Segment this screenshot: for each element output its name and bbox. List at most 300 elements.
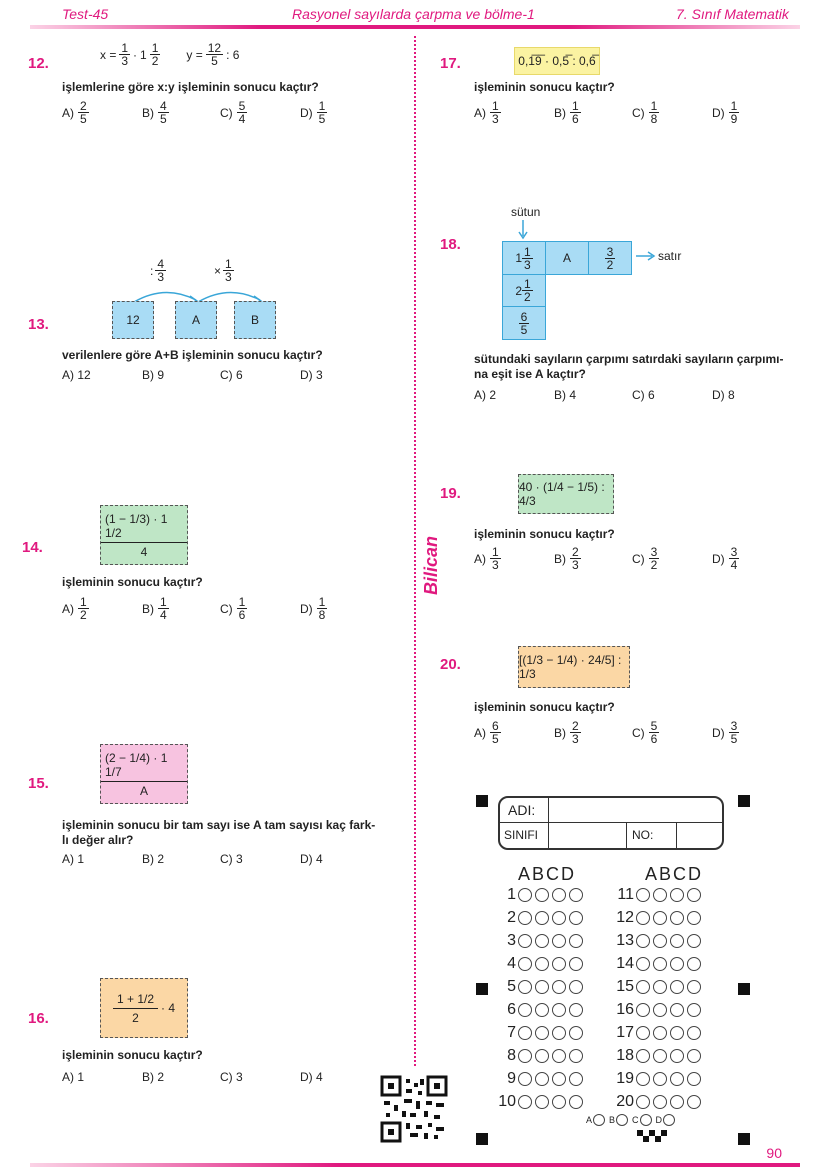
answer-row xyxy=(614,886,704,904)
q15-option-a[interactable]: A) 1 xyxy=(62,852,85,866)
answer-bubble[interactable] xyxy=(653,980,667,994)
frac-num: 1 xyxy=(225,257,232,271)
frac-den: 2 xyxy=(151,54,159,68)
q16-expression xyxy=(100,978,188,1038)
frac-num: 5 xyxy=(238,99,246,113)
answer-row-number: 4 xyxy=(507,955,516,972)
q20-option-c[interactable] xyxy=(632,720,659,745)
q17-option-d[interactable] xyxy=(712,100,739,125)
q19-option-b[interactable] xyxy=(554,546,581,571)
legend-bubble xyxy=(593,1114,605,1126)
frac-num: 1 xyxy=(650,99,658,113)
answer-bubble[interactable] xyxy=(653,934,667,948)
answer-row-number: 14 xyxy=(616,955,634,972)
answer-row xyxy=(614,1070,704,1088)
q15-expression xyxy=(100,744,188,804)
q12-number: 12. xyxy=(28,55,49,72)
answer-bubble[interactable] xyxy=(636,934,650,948)
answer-bubble[interactable] xyxy=(636,1072,650,1086)
class-field[interactable] xyxy=(552,825,622,845)
frac-den: 3 xyxy=(121,54,129,68)
frac-den: 8 xyxy=(318,608,326,622)
q12-expression xyxy=(100,42,239,67)
answer-bubble[interactable] xyxy=(636,1049,650,1063)
q18-option-d[interactable]: D) 8 xyxy=(712,388,735,402)
answer-bubble[interactable] xyxy=(670,1026,684,1040)
q20-option-d[interactable] xyxy=(712,720,739,745)
answer-bubble[interactable] xyxy=(670,980,684,994)
answer-bubble[interactable] xyxy=(518,934,532,948)
answer-row-number: 16 xyxy=(616,1001,634,1018)
q13-option-a[interactable]: A) 12 xyxy=(62,368,91,382)
answer-bubble[interactable] xyxy=(518,888,532,902)
answer-row-number: 19 xyxy=(616,1070,634,1087)
answer-legend xyxy=(586,1114,678,1126)
frac-num: 1 xyxy=(121,41,129,55)
q15-text-line1: işleminin sonucu bir tam sayı ise A tam sayısı kaç fark- xyxy=(62,818,376,832)
frac-num: 1 xyxy=(318,595,326,609)
answer-bubble[interactable] xyxy=(518,1072,532,1086)
form-divider xyxy=(626,822,627,848)
q12-option-c[interactable] xyxy=(220,100,247,125)
answer-bubble[interactable] xyxy=(653,1072,667,1086)
frac-num: 1 xyxy=(730,99,738,113)
answer-row-number: 5 xyxy=(507,978,516,995)
option-letter: A) xyxy=(474,105,486,120)
q12-text: işlemlerine göre x:y işleminin sonucu kaçtır? xyxy=(62,80,319,94)
q13-text: verilenlere göre A+B işleminin sonucu kaçtır? xyxy=(62,348,323,362)
frac-den: 6 xyxy=(650,732,658,746)
q15-option-c[interactable]: C) 3 xyxy=(220,852,243,866)
frac-den: 6 xyxy=(572,112,579,126)
frac-den: 4 xyxy=(160,608,167,622)
frac-den: 3 xyxy=(524,257,531,272)
answer-row xyxy=(614,932,704,950)
answer-bubble[interactable] xyxy=(670,911,684,925)
answer-bubble[interactable] xyxy=(653,888,667,902)
whole-part: 1 xyxy=(515,251,522,265)
answer-bubble[interactable] xyxy=(687,1026,701,1040)
q16-text: işleminin sonucu kaçtır? xyxy=(62,1048,203,1062)
answer-row xyxy=(496,909,586,927)
legend-c: C xyxy=(632,1115,639,1125)
q17-option-c[interactable] xyxy=(632,100,659,125)
answer-bubble[interactable] xyxy=(518,957,532,971)
q20-option-a[interactable] xyxy=(474,720,501,745)
answer-bubble[interactable] xyxy=(687,1072,701,1086)
frac-num: 1 xyxy=(524,244,531,259)
answer-bubble[interactable] xyxy=(653,1049,667,1063)
q18-text-line2: na eşit ise A kaçtır? xyxy=(474,367,586,381)
q12-option-d[interactable] xyxy=(300,100,327,125)
answer-bubble[interactable] xyxy=(670,1049,684,1063)
form-divider xyxy=(676,822,677,848)
answer-row xyxy=(614,955,704,973)
answer-row-number: 12 xyxy=(616,909,634,926)
answer-row-number: 3 xyxy=(507,932,516,949)
option-letter: B) xyxy=(554,725,566,740)
answer-row-number: 18 xyxy=(616,1047,634,1064)
option-letter: C) xyxy=(632,105,645,120)
answer-bubble[interactable] xyxy=(670,1072,684,1086)
answer-bubble[interactable] xyxy=(653,1095,667,1109)
option-letter: D) xyxy=(300,601,313,616)
answer-bubble[interactable] xyxy=(569,1072,583,1086)
answer-bubble[interactable] xyxy=(535,980,549,994)
frac-num: 2 xyxy=(572,719,579,733)
q12-x-label: x = xyxy=(100,47,117,62)
answer-bubble[interactable] xyxy=(670,1003,684,1017)
q13-option-d[interactable]: D) 3 xyxy=(300,368,323,382)
answer-bubble[interactable] xyxy=(687,911,701,925)
answer-bubble[interactable] xyxy=(569,911,583,925)
q18-option-c[interactable]: C) 6 xyxy=(632,388,655,402)
q14-option-d[interactable] xyxy=(300,596,327,621)
frac-den: 8 xyxy=(650,112,658,126)
registration-mark xyxy=(738,983,750,995)
frac-num: 1 xyxy=(318,99,326,113)
q18-row-label: satır xyxy=(658,249,682,263)
answer-bubble[interactable] xyxy=(518,1049,532,1063)
answer-bubble[interactable] xyxy=(535,1049,549,1063)
answer-bubble[interactable] xyxy=(670,957,684,971)
whole-part: 2 xyxy=(515,283,522,298)
q14-number: 14. xyxy=(22,539,43,556)
frac-den: 3 xyxy=(492,558,499,572)
option-letter: A) xyxy=(474,725,486,740)
answer-bubble[interactable] xyxy=(687,1095,701,1109)
q18-cell-row3 xyxy=(502,306,546,340)
choice-header-left: ABCD xyxy=(518,864,577,884)
legend-d: D xyxy=(655,1115,663,1125)
q14-option-c[interactable] xyxy=(220,596,247,621)
q14-denominator: 4 xyxy=(140,544,148,559)
choice-header-right: ABCD xyxy=(645,864,704,884)
option-letter: C) xyxy=(220,601,233,616)
frac-den: 3 xyxy=(492,112,499,126)
class-label: SINIFI xyxy=(504,828,539,842)
answer-bubble[interactable] xyxy=(687,1003,701,1017)
answer-row xyxy=(496,955,586,973)
q16-option-a[interactable]: A) 1 xyxy=(62,1070,85,1084)
q18-cell-row1-col1 xyxy=(502,241,546,275)
frac-num: 3 xyxy=(730,719,738,733)
answer-row-number: 2 xyxy=(507,909,516,926)
frac-den: 5 xyxy=(730,732,738,746)
option-letter: D) xyxy=(712,551,725,566)
answer-row xyxy=(496,932,586,950)
option-letter: A) xyxy=(62,601,74,616)
q16-option-b[interactable]: B) 2 xyxy=(142,1070,165,1084)
header-rule xyxy=(30,25,800,29)
q12-option-a[interactable] xyxy=(62,100,89,125)
answer-bubble[interactable] xyxy=(552,888,566,902)
q20-expression: [(1/3 − 1/4) · 24/5] : 1/3 xyxy=(518,646,630,688)
option-letter: D) xyxy=(712,725,725,740)
q20-number: 20. xyxy=(440,656,461,673)
answer-bubble[interactable] xyxy=(636,1003,650,1017)
answer-row xyxy=(496,1070,586,1088)
q13-box-b: B xyxy=(234,301,276,339)
answer-row-number: 20 xyxy=(616,1093,634,1110)
answer-bubble[interactable] xyxy=(518,980,532,994)
frac-den: 5 xyxy=(318,112,326,126)
answer-bubble[interactable] xyxy=(636,911,650,925)
q12-option-b[interactable] xyxy=(142,100,169,125)
barcode-icon xyxy=(637,1130,667,1142)
option-letter: D) xyxy=(712,105,725,120)
answer-row xyxy=(496,1047,586,1065)
frac-den: 2 xyxy=(650,558,658,572)
divide-sign: : xyxy=(150,263,154,278)
topic-title: Rasyonel sayılarda çarpma ve bölme-1 xyxy=(292,6,535,22)
q18-column-label: sütun xyxy=(511,205,541,219)
frac-num: 12 xyxy=(207,41,222,55)
q18-option-a[interactable]: A) 2 xyxy=(474,388,497,402)
answer-row xyxy=(614,1024,704,1042)
option-letter: B) xyxy=(554,105,566,120)
frac-den: 3 xyxy=(572,558,579,572)
answer-bubble[interactable] xyxy=(569,980,583,994)
option-letter: D) xyxy=(300,105,313,120)
no-label: NO: xyxy=(632,828,654,842)
answer-bubble[interactable] xyxy=(535,1072,549,1086)
q15-text xyxy=(62,818,375,848)
q18-cell-row1-col3 xyxy=(588,241,632,275)
registration-mark xyxy=(738,795,750,807)
frac-num: 1 xyxy=(238,595,246,609)
option-letter: C) xyxy=(632,725,645,740)
answer-bubble[interactable] xyxy=(636,1026,650,1040)
answer-row xyxy=(496,1093,586,1111)
answer-bubble[interactable] xyxy=(687,1049,701,1063)
q15-option-d[interactable]: D) 4 xyxy=(300,852,323,866)
q16-option-c[interactable]: C) 3 xyxy=(220,1070,243,1084)
answer-bubble[interactable] xyxy=(670,888,684,902)
q17-option-b[interactable] xyxy=(554,100,581,125)
q17-option-a[interactable] xyxy=(474,100,501,125)
right-arrow-icon xyxy=(636,250,656,262)
qr-code-icon[interactable] xyxy=(380,1075,448,1143)
answer-bubble[interactable] xyxy=(552,934,566,948)
option-letter: A) xyxy=(474,551,486,566)
answer-row-number: 15 xyxy=(616,978,634,995)
answer-bubble[interactable] xyxy=(535,934,549,948)
answer-bubble[interactable] xyxy=(653,911,667,925)
q19-option-c[interactable] xyxy=(632,546,659,571)
brand-watermark: Bilican xyxy=(421,532,442,599)
q20-option-b[interactable] xyxy=(554,720,581,745)
option-letter: B) xyxy=(142,105,154,120)
answer-row xyxy=(614,978,704,996)
q14-numerator: (1 − 1/3) · 1 1/2 xyxy=(101,512,187,543)
q16-numerator: 1 + 1/2 xyxy=(113,992,158,1009)
option-letter: B) xyxy=(142,601,154,616)
answer-bubble[interactable] xyxy=(552,1026,566,1040)
legend-bubble xyxy=(616,1114,628,1126)
frac-num: 5 xyxy=(650,719,658,733)
answer-bubble[interactable] xyxy=(636,888,650,902)
answer-bubble[interactable] xyxy=(535,1003,549,1017)
answer-bubble[interactable] xyxy=(636,1095,650,1109)
answer-bubble[interactable] xyxy=(535,1095,549,1109)
frac-num: 4 xyxy=(160,99,167,113)
frac-num: 1 xyxy=(151,41,159,55)
registration-mark xyxy=(738,1133,750,1145)
answer-row-number: 1 xyxy=(507,886,516,903)
form-divider xyxy=(500,822,722,823)
frac-num: 1 xyxy=(160,595,167,609)
answer-bubble[interactable] xyxy=(687,888,701,902)
frac-den: 5 xyxy=(520,322,528,337)
answer-bubble[interactable] xyxy=(687,934,701,948)
column-divider xyxy=(414,36,416,1066)
answer-bubble[interactable] xyxy=(518,911,532,925)
answer-row-number: 7 xyxy=(507,1024,516,1041)
down-arrow-icon xyxy=(518,220,528,240)
answer-bubble[interactable] xyxy=(535,1026,549,1040)
q17-text: işleminin sonucu kaçtır? xyxy=(474,80,615,94)
answer-bubble[interactable] xyxy=(535,957,549,971)
q13-box-start: 12 xyxy=(112,301,154,339)
legend-bubble xyxy=(640,1114,652,1126)
course-label: 7. Sınıf Matematik xyxy=(676,6,789,22)
frac-num: 6 xyxy=(520,309,528,324)
answer-bubble[interactable] xyxy=(687,957,701,971)
q13-number: 13. xyxy=(28,316,49,333)
answer-bubble[interactable] xyxy=(552,1049,566,1063)
frac-den: 2 xyxy=(524,290,531,304)
q16-option-d[interactable]: D) 4 xyxy=(300,1070,323,1084)
answer-bubble[interactable] xyxy=(636,957,650,971)
frac-den: 5 xyxy=(80,112,87,126)
answer-bubble[interactable] xyxy=(552,1095,566,1109)
test-label: Test-45 xyxy=(62,6,109,22)
form-divider xyxy=(548,798,549,848)
frac-num: 4 xyxy=(157,257,165,271)
answer-bubble[interactable] xyxy=(569,1026,583,1040)
q14-text: işleminin sonucu kaçtır? xyxy=(62,575,203,589)
frac-num: 1 xyxy=(492,99,499,113)
frac-num: 3 xyxy=(606,244,614,259)
answer-row-number: 6 xyxy=(507,1001,516,1018)
answer-bubble[interactable] xyxy=(670,934,684,948)
q14-option-a[interactable] xyxy=(62,596,89,621)
answer-bubble[interactable] xyxy=(653,1026,667,1040)
frac-den: 3 xyxy=(157,270,165,284)
frac-num: 6 xyxy=(492,719,499,733)
answer-bubble[interactable] xyxy=(552,980,566,994)
answer-bubble[interactable] xyxy=(535,911,549,925)
q19-option-d[interactable] xyxy=(712,546,739,571)
answer-bubble[interactable] xyxy=(569,1003,583,1017)
answer-bubble[interactable] xyxy=(552,957,566,971)
answer-bubble[interactable] xyxy=(518,1003,532,1017)
frac-num: 2 xyxy=(572,545,579,559)
frac-den: 2 xyxy=(606,257,614,272)
q18-text xyxy=(474,352,783,382)
answer-bubble[interactable] xyxy=(552,1003,566,1017)
q13-option-b[interactable]: B) 9 xyxy=(142,368,165,382)
q18-number: 18. xyxy=(440,236,461,253)
answer-row-number: 17 xyxy=(616,1024,634,1041)
frac-den: 5 xyxy=(492,732,499,746)
answer-row xyxy=(496,1001,586,1019)
q16-number: 16. xyxy=(28,1010,49,1027)
answer-row xyxy=(614,909,704,927)
q13-option-c[interactable]: C) 6 xyxy=(220,368,243,382)
q18-option-b[interactable]: B) 4 xyxy=(554,388,577,402)
times-sign: × xyxy=(214,263,222,278)
q15-numerator: (2 − 1/4) · 1 1/7 xyxy=(101,751,187,782)
answer-bubble[interactable] xyxy=(552,1072,566,1086)
q15-option-b[interactable]: B) 2 xyxy=(142,852,165,866)
legend-a: A xyxy=(586,1115,593,1125)
answer-bubble[interactable] xyxy=(569,1095,583,1109)
frac-num: 1 xyxy=(492,545,499,559)
frac-num: 1 xyxy=(524,277,531,291)
q12-y-tail: : 6 xyxy=(226,47,240,62)
q16-denominator: 2 xyxy=(132,1010,139,1025)
answer-bubble[interactable] xyxy=(687,980,701,994)
option-letter: A) xyxy=(62,105,74,120)
q13-box-a: A xyxy=(175,301,217,339)
footer-rule xyxy=(30,1163,800,1167)
q14-option-b[interactable] xyxy=(142,596,169,621)
frac-den: 5 xyxy=(160,112,167,126)
answer-row-number: 13 xyxy=(616,932,634,949)
answer-bubble[interactable] xyxy=(653,957,667,971)
answer-bubble[interactable] xyxy=(569,934,583,948)
frac-num: 1 xyxy=(572,99,579,113)
name-field[interactable] xyxy=(552,800,718,820)
q19-option-a[interactable] xyxy=(474,546,501,571)
legend-b: B xyxy=(609,1115,616,1125)
answer-row-number: 8 xyxy=(507,1047,516,1064)
answer-bubble[interactable] xyxy=(518,1095,532,1109)
name-label: ADI: xyxy=(508,802,536,818)
answer-bubble[interactable] xyxy=(569,957,583,971)
answer-row xyxy=(496,886,586,904)
answer-bubble[interactable] xyxy=(653,1003,667,1017)
answer-bubble[interactable] xyxy=(535,888,549,902)
student-info-form xyxy=(498,796,724,850)
answer-bubble[interactable] xyxy=(552,911,566,925)
answer-row xyxy=(614,1093,704,1111)
frac-den: 4 xyxy=(238,112,246,126)
q15-text-line2: lı değer alır? xyxy=(62,833,134,847)
answer-row-number: 11 xyxy=(617,886,634,903)
answer-bubble[interactable] xyxy=(518,1026,532,1040)
answer-bubble[interactable] xyxy=(569,888,583,902)
q16-tail: · 4 xyxy=(161,1001,176,1015)
answer-bubble[interactable] xyxy=(569,1049,583,1063)
answer-bubble[interactable] xyxy=(636,980,650,994)
q18-text-line1: sütundaki sayıların çarpımı satırdaki sayıların çarpımı- xyxy=(474,352,784,366)
q17-expression: 0,1̅9̅ · 0,5̅ : 0,6̅ xyxy=(514,47,600,75)
answer-bubble[interactable] xyxy=(670,1095,684,1109)
frac-den: 3 xyxy=(225,270,232,284)
q13-op2 xyxy=(214,258,234,283)
no-field[interactable] xyxy=(680,825,718,845)
answer-row-number: 10 xyxy=(498,1093,516,1110)
option-letter: C) xyxy=(632,551,645,566)
answer-row xyxy=(496,978,586,996)
frac-den: 9 xyxy=(730,112,738,126)
option-letter: C) xyxy=(220,105,233,120)
frac-den: 6 xyxy=(238,608,246,622)
option-letter: B) xyxy=(554,551,566,566)
